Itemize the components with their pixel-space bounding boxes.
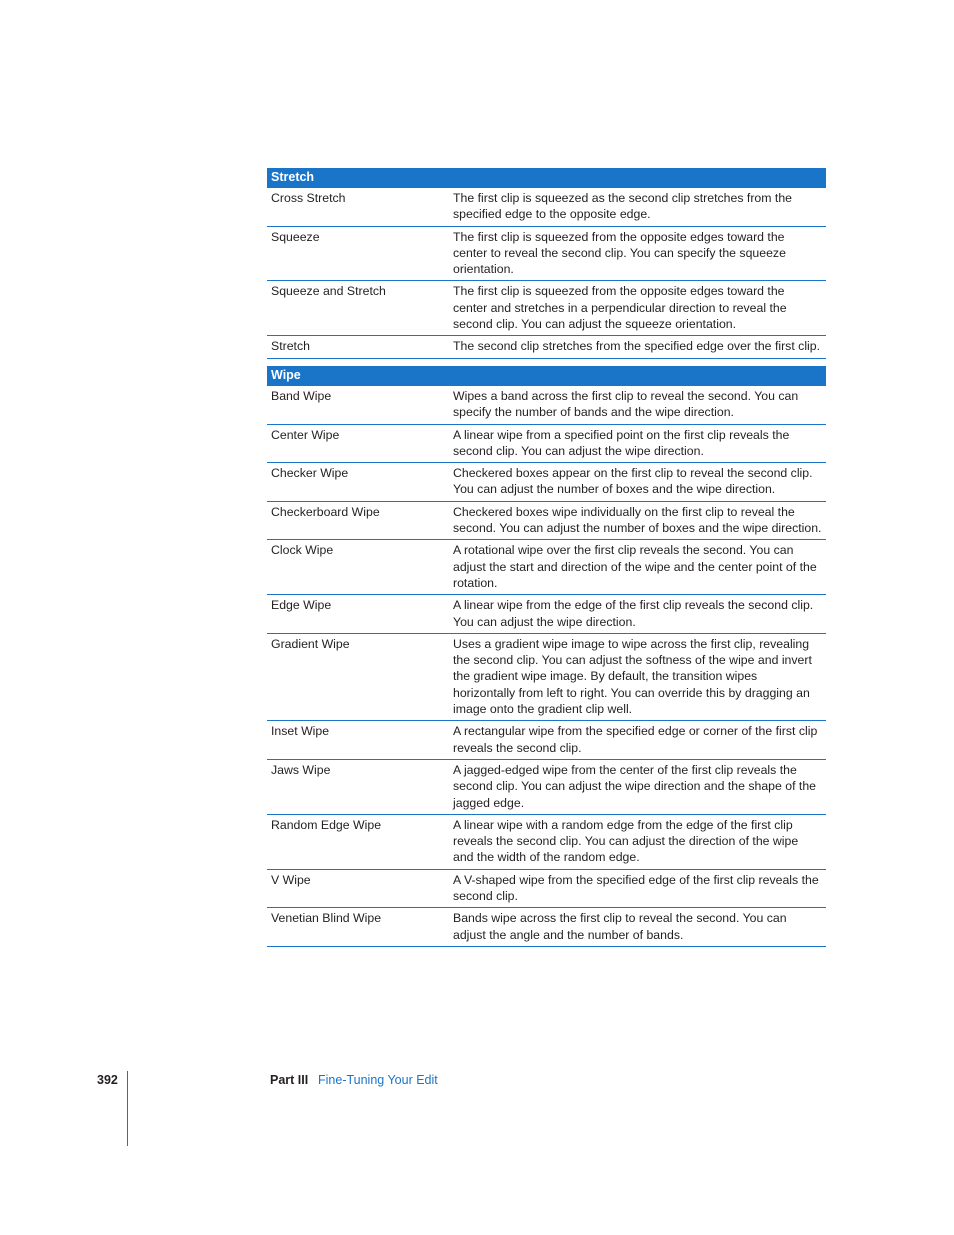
table-row — [267, 188, 826, 227]
transition-name: Checker Wipe — [271, 466, 349, 481]
table-row — [267, 595, 826, 634]
transition-name: Jaws Wipe — [271, 762, 331, 777]
page-number: 392 — [97, 1073, 118, 1087]
transition-description: A rotational wipe over the first clip reveals the second. You can adjust the start and direction of the wipe and the center point of the rotation. — [453, 543, 817, 590]
transition-description: Checkered boxes appear on the first clip to reveal the second clip. You can adjust the number of boxes and the wipe direction. — [453, 466, 813, 497]
table-row — [267, 281, 826, 336]
transition-description: The first clip is squeezed from the opposite edges toward the center to reveal the second clip. You can specify the squeeze orientation. — [453, 229, 786, 277]
transition-description: A linear wipe from a specified point on the first clip reveals the second clip. You can adjust the wipe direction. — [453, 427, 790, 458]
transition-name: Random Edge Wipe — [271, 817, 382, 832]
transition-name: Venetian Blind Wipe — [271, 911, 382, 926]
transition-name: Center Wipe — [271, 427, 340, 442]
table-row — [267, 540, 826, 595]
section-header-wipe: Wipe — [267, 366, 826, 386]
transition-description: The first clip is squeezed from the opposite edges toward the center and stretches in a perpendicular direction to reveal the second clip. You can adjust the squeeze orientation. — [453, 284, 787, 332]
table-row — [267, 721, 826, 760]
transition-name: Stretch — [271, 339, 310, 354]
part-label: Part III — [270, 1073, 309, 1087]
transition-name: Inset Wipe — [271, 724, 330, 739]
transition-description: A V-shaped wipe from the specified edge of the first clip reveals the second clip. — [453, 872, 819, 904]
transition-description: Wipes a band across the first clip to reveal the second. You can specify the number of bands and the wipe direction. — [453, 389, 799, 420]
table-row — [267, 386, 826, 425]
table-row — [267, 227, 826, 282]
transition-description: A linear wipe from the edge of the first clip reveals the second clip. You can adjust the wipe direction. — [453, 598, 814, 629]
stretch-table — [267, 168, 826, 359]
transition-name: V Wipe — [271, 872, 311, 887]
transition-description: A linear wipe with a random edge from the edge of the first clip reveals the second clip. You can adjust the direction of the wipe and the width of the random edge. — [453, 817, 799, 865]
table-row — [267, 908, 826, 947]
table-row — [267, 463, 826, 502]
transition-name: Squeeze and Stretch — [271, 284, 386, 299]
footer-divider — [127, 1071, 128, 1146]
transition-name: Edge Wipe — [271, 598, 332, 613]
table-row — [267, 760, 826, 815]
transition-name: Squeeze — [271, 229, 320, 244]
transition-name: Checkerboard Wipe — [271, 504, 380, 519]
transition-name: Band Wipe — [271, 389, 332, 403]
table-row — [267, 815, 826, 870]
transition-description: Uses a gradient wipe image to wipe across the first clip, revealing the second clip. You can adjust the softness of the wipe and invert the gradient wipe image. By default, the transition wipes horizontally from left to right. You can override this by dragging an image onto the gradient clip well. — [453, 636, 812, 717]
table-row — [267, 425, 826, 464]
table-row — [267, 870, 826, 909]
transition-description: The second clip stretches from the specified edge over the first clip. — [453, 339, 821, 354]
transition-description: Checkered boxes wipe individually on the first clip to reveal the second. You can adjust the number of boxes and the wipe direction. — [453, 504, 822, 536]
chapter-title: Fine-Tuning Your Edit — [318, 1073, 438, 1087]
transition-name: Cross Stretch — [271, 191, 346, 205]
transition-description: Bands wipe across the first clip to reveal the second. You can adjust the angle and the number of bands. — [453, 911, 787, 942]
transition-description: A jagged-edged wipe from the center of the first clip reveals the second clip. You can adjust the wipe direction and the shape of the jagged edge. — [453, 762, 817, 810]
table-row — [267, 336, 826, 358]
transition-description: The first clip is squeezed as the second clip stretches from the specified edge to the opposite edge. — [453, 191, 793, 222]
table-row — [267, 502, 826, 541]
wipe-table — [267, 366, 826, 947]
table-row — [267, 634, 826, 721]
transition-name: Gradient Wipe — [271, 636, 350, 651]
transition-name: Clock Wipe — [271, 543, 334, 558]
section-header-stretch: Stretch — [267, 168, 826, 188]
transition-description: A rectangular wipe from the specified edge or corner of the first clip reveals the second clip. — [453, 724, 818, 755]
